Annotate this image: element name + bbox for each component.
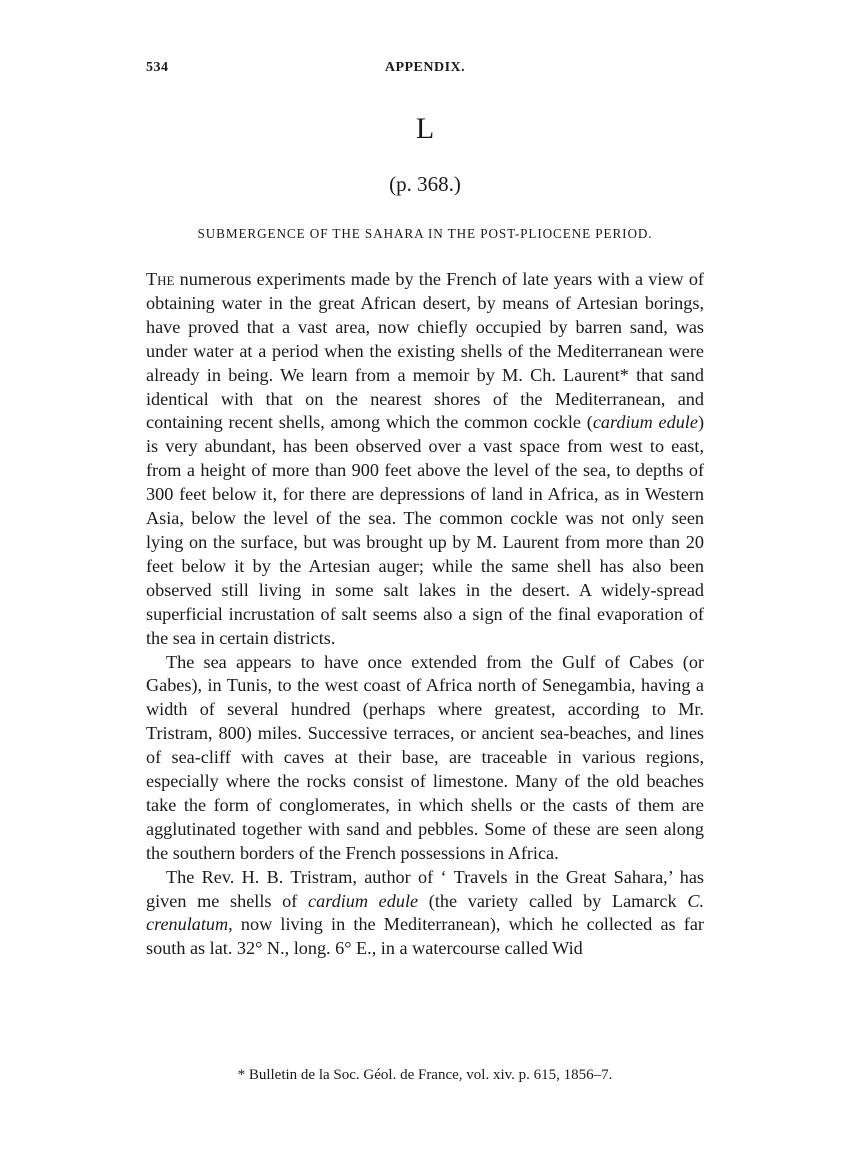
paragraph-2 — [146, 651, 704, 866]
paragraph-lead-word: The — [146, 269, 175, 289]
paragraph-1 — [146, 268, 704, 651]
paragraph-text: (the variety called by Lamarck — [418, 890, 688, 911]
body-text — [146, 268, 704, 961]
page-number: 534 — [146, 60, 169, 75]
running-head-title: APPENDIX. — [384, 60, 466, 75]
paragraph-text: ) is very abundant, has been observed over a vast space from west to east, from a height of more than 900 feet above the level of the sea, to depths of 300 feet below it, for there are depressions of land in Africa, as in Western Asia, below the level of the sea. The common cockle was not only seen lying on the surface, but was brought up by M. Laurent from more than 20 feet below it by the Artesian auger; while the same shell has also been observed still living in some salt lakes in the desert. A widely-spread superficial incrustation of salt seems also a sign of the final evaporation of the sea in certain districts. — [146, 412, 704, 648]
paragraph-text: The Rev. H. B. Tristram, author of ‘ Travels in the Great Sahara,’ has given me shells of — [146, 866, 704, 911]
footnote: * Bulletin de la Soc. Géol. de France, vol. xiv. p. 615, 1856–7. — [237, 1067, 613, 1083]
section-title: SUBMERGENCE OF THE SAHARA IN THE POST-PLIOCENE PERIOD. — [197, 226, 653, 241]
paragraph-text: numerous experiments made by the French of late years with a view of obtaining water in the great African desert, by means of Artesian borings, have proved that a vast area, now chiefly occupied by barren sand, was under water at a period when the existing shells of the Mediterranean were already in being. We learn from a memoir by M. Ch. Laurent* that sand identical with that on the nearest shores of the Mediterranean, and containing recent shells, among which the common cockle ( — [146, 269, 704, 433]
paragraph-text: The sea appears to have once extended from the Gulf of Cabes (or Gabes), in Tunis, to the west coast of Africa north of Senegambia, having a width of several hundred (perhaps where greatest, according to Mr. Tristram, 800) miles. Successive terraces, or ancient sea-beaches, and lines of sea-cliff with caves at their base, are traceable in various regions, especially where the rocks consist of limestone. Many of the old beaches take the form of conglomerates, in which shells or the casts of them are agglutinated together with sand and pebbles. Some of these are seen along the southern borders of the French possessions in Africa. — [146, 651, 704, 863]
italic-term: C. crenulatum, — [146, 890, 704, 935]
appendix-letter: L — [415, 112, 435, 145]
book-page — [146, 60, 704, 961]
italic-term: cardium edule — [592, 412, 698, 433]
italic-term: cardium edule — [308, 890, 419, 911]
paragraph-text: now living in the Mediterranean), which he collected as far south as lat. 32° N., long. 6° E., in a watercourse called Wid — [146, 914, 704, 959]
paragraph-3 — [146, 866, 704, 962]
page-reference: (p. 368.) — [389, 172, 461, 196]
running-head — [146, 60, 704, 84]
